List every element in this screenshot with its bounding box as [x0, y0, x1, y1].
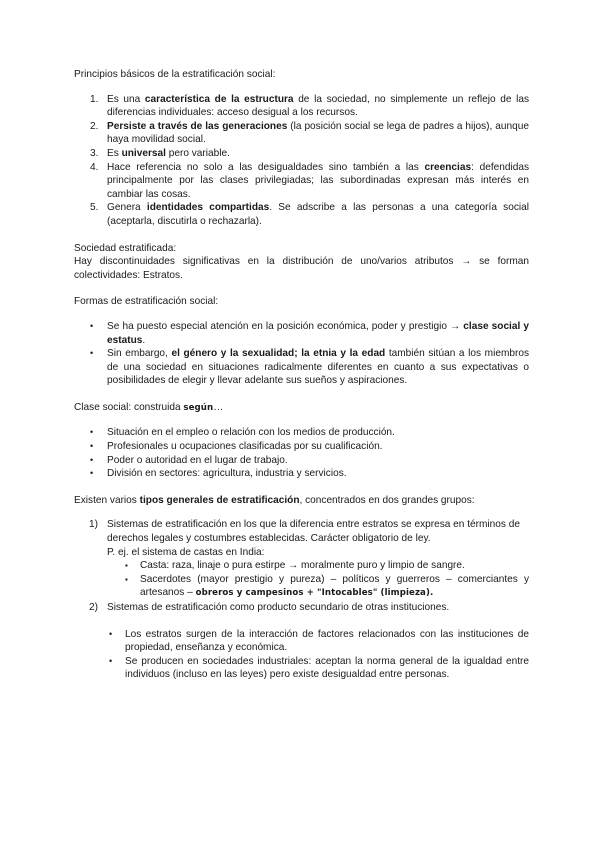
principles-list [74, 93, 529, 229]
bullet-icon: • [109, 655, 113, 666]
social-class-list [74, 426, 529, 480]
list-item: 2. Persiste a través de las generaciones (la posición social se lega de padres a hijos), aunque haya movilidad social. [90, 120, 529, 146]
institutions-list [107, 628, 529, 682]
list-item: • Sin embargo, el género y la sexualidad; la etnia y la edad también sitúan a los miembros de una sociedad en situaciones radicalmente diferentes en cuanto a sus expectativas o posibilidades de elegir y llevar adelante sus sueños y aspiraciones. [90, 348, 529, 387]
bullet-icon: • [109, 628, 113, 639]
list-item: 5. Genera identidades compartidas. Se adscribe a las personas a una categoría social (aceptarla, discutirla o rechazarla). [90, 202, 529, 227]
list-item: 4. Hace referencia no solo a las desigualdades sino también a las creencias: defendidas principalmente por las clases privilegiadas; las subordinadas expresan más interés en cambiar las cosas. [90, 161, 529, 200]
social-class-heading: Clase social: construida según… [74, 401, 224, 413]
list-item: ▪ Casta: raza, linaje o pura estirpe → moralmente puro y limpio de sangre. [125, 560, 465, 572]
list-item: 1. Es una característica de la estructura de la sociedad, no simplemente un reflejo de las diferencias individuales: acceso desigual a los recursos. [90, 93, 529, 119]
bullet-icon: • [90, 427, 94, 438]
bullet-icon: • [90, 468, 94, 479]
forms-heading: Formas de estratificación social: [74, 296, 219, 308]
document-page [74, 68, 529, 682]
square-bullet-icon: ▪ [125, 574, 128, 584]
stratified-society-text: Hay discontinuidades significativas en la distribución de uno/varios atributos → se forman colectividades: Estratos. [74, 256, 529, 281]
list-item: • Situación en el empleo o relación con los medios de producción. [90, 427, 395, 439]
bullet-icon: • [90, 348, 94, 359]
list-item: 2) Sistemas de estratificación como producto secundario de otras instituciones. • Los estratos surgen de la interacción de factores relacionados con las instituciones de propiedad, enseñanza y económica. • Se producen en sociedades industriales: aceptan la norma general de la igualdad entre individuos (incluso en las leyes) pero existe desigualdad entre personas. [89, 602, 529, 681]
bullet-icon: • [90, 441, 94, 452]
bullet-icon: • [90, 454, 94, 465]
list-item: • División en sectores: agricultura, industria y servicios. [90, 468, 347, 480]
forms-list [74, 320, 529, 388]
list-item: ▪ Sacerdotes (mayor prestigio y pureza) – políticos y guerreros – comerciantes y artesanos – obreros y campesinos + "Intocables" (limpieza). [125, 573, 529, 599]
principles-heading: Principios básicos de la estratificación social: [74, 69, 276, 80]
list-item: • Profesionales u ocupaciones clasificadas por su cualificación. [90, 441, 383, 453]
bullet-icon: • [90, 320, 94, 331]
list-item: • Los estratos surgen de la interacción de factores relacionados con las instituciones de propiedad, enseñanza y económica. [109, 628, 529, 654]
list-item: 1) Sistemas de estratificación en los que la diferencia entre estratos se expresa en términos de derechos legales y costumbres establecidas. Carácter obligatorio de ley. P. ej. el sistema de castas en India: ▪ Casta: raza, linaje o pura estirpe → moralmente puro y limpio de sangre. ▪ Sacerdotes (mayor prestigio y pureza) – políticos y guerreros – comerciantes y artesanos – obreros y campesinos + "Intocables" (limpieza). [74, 518, 529, 601]
list-item: • Se ha puesto especial atención en la posición económica, poder y prestigio → clase social y estatus. [90, 320, 529, 346]
stratified-society-heading: Sociedad estratificada: [74, 242, 177, 254]
list-item: • Poder o autoridad en el lugar de trabajo. [90, 454, 288, 466]
list-item: 3. Es universal pero variable. [90, 147, 230, 159]
caste-list [107, 559, 529, 601]
list-item: • Se producen en sociedades industriales: aceptan la norma general de la igualdad entre individuos (incluso en las leyes) pero existe desigualdad entre personas. [109, 655, 529, 681]
types-intro: Existen varios tipos generales de estratificación, concentrados en dos grandes grupos: [74, 494, 475, 506]
square-bullet-icon: ▪ [125, 561, 128, 571]
types-list [74, 518, 529, 682]
